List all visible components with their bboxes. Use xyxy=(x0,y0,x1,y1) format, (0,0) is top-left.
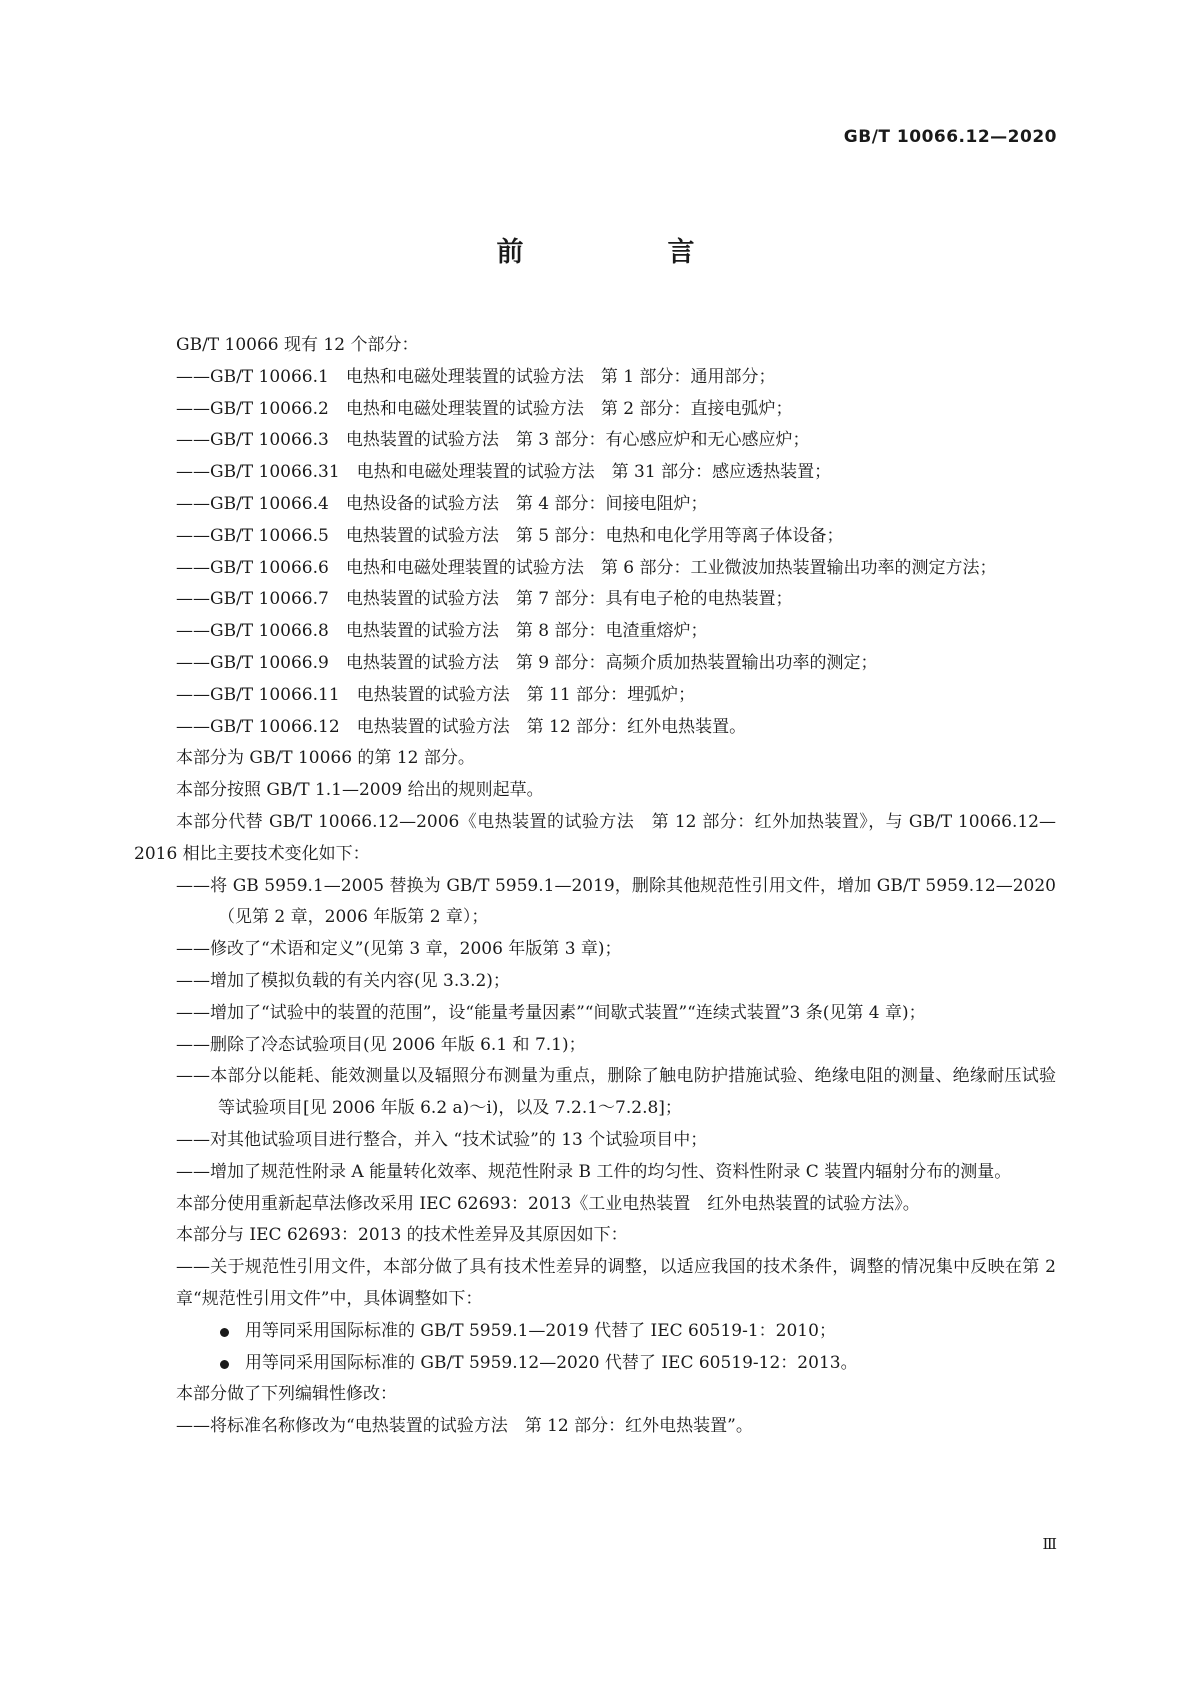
change-list-item: —— 增加了规范性附录 A 能量转化效率、规范性附录 B 工件的均匀性、资料性附录 C 装置内辐射分布的测量。 xyxy=(134,1157,1056,1189)
part-list-item: —— GB/T 10066.11 电热装置的试验方法 第 11 部分：埋弧炉； xyxy=(134,680,1056,712)
editorial-statement: 本部分做了下列编辑性修改： xyxy=(176,1384,397,1405)
part-list-item: —— GB/T 10066.9 电热装置的试验方法 第 9 部分：高频介质加热装置输出功率的测定； xyxy=(134,648,1056,680)
technical-differences-statement: 本部分与 IEC 62693：2013 的技术性差异及其原因如下： xyxy=(176,1225,628,1246)
difference-list-item: —— 关于规范性引用文件，本部分做了具有技术性差异的调整，以适应我国的技术条件，调整的情况集中反映在第 2 章“规范性引用文件”中，具体调整如下： xyxy=(134,1252,1056,1316)
editorial-list-item: —— 将标准名称修改为“电热装置的试验方法 第 12 部分：红外电热装置”。 xyxy=(134,1411,1056,1443)
page-number: Ⅲ xyxy=(1042,1535,1057,1553)
change-list-item: —— 本部分以能耗、能效测量以及辐照分布测量为重点，删除了触电防护措施试验、绝缘电阻的测量、绝缘耐压试验等试验项目[见 2006 年版 6.2 a)～i)，以及 7.2.1～7.2.8]； xyxy=(134,1061,1056,1125)
intro-paragraph: GB/T 10066 现有 12 个部分： xyxy=(176,335,419,355)
change-list-item: —— 对其他试验项目进行整合，并入 “技术试验”的 13 个试验项目中； xyxy=(134,1125,1056,1157)
replacement-statement: 本部分代替 GB/T 10066.12—2006《电热装置的试验方法 第 12 部分：红外加热装置》，与 GB/T 10066.12—2016 相比主要技术变化如下： xyxy=(134,811,1056,864)
part-list-item: —— GB/T 10066.7 电热装置的试验方法 第 7 部分：具有电子枪的电热装置； xyxy=(134,584,1056,616)
part-list-item: —— GB/T 10066.12 电热装置的试验方法 第 12 部分：红外电热装置。 xyxy=(134,712,1056,744)
part-list-item: —— GB/T 10066.6 电热和电磁处理装置的试验方法 第 6 部分：工业微波加热装置输出功率的测定方法； xyxy=(134,553,1056,585)
document-code: GB/T 10066.12—2020 xyxy=(843,127,1057,147)
part-list-item: —— GB/T 10066.3 电热装置的试验方法 第 3 部分：有心感应炉和无心感应炉； xyxy=(134,425,1056,457)
bullet-item: 用等同采用国际标准的 GB/T 5959.1—2019 代替了 IEC 60519-1：2010； xyxy=(134,1316,1056,1348)
part-statement: 本部分为 GB/T 10066 的第 12 部分。 xyxy=(176,748,475,769)
change-list-item: —— 增加了模拟负载的有关内容(见 3.3.2)； xyxy=(134,966,1056,998)
part-list-item: —— GB/T 10066.8 电热装置的试验方法 第 8 部分：电渣重熔炉； xyxy=(134,616,1056,648)
part-list-item: —— GB/T 10066.1 电热和电磁处理装置的试验方法 第 1 部分：通用部分； xyxy=(134,362,1056,394)
part-list-item: —— GB/T 10066.5 电热装置的试验方法 第 5 部分：电热和电化学用等离子体设备； xyxy=(134,521,1056,553)
part-list-item: —— GB/T 10066.31 电热和电磁处理装置的试验方法 第 31 部分：感应透热装置； xyxy=(134,457,1056,489)
change-list-item: —— 删除了冷态试验项目(见 2006 年版 6.1 和 7.1)； xyxy=(134,1030,1056,1062)
part-list-item: —— GB/T 10066.4 电热设备的试验方法 第 4 部分：间接电阻炉； xyxy=(134,489,1056,521)
bullet-item: 用等同采用国际标准的 GB/T 5959.12—2020 代替了 IEC 60519-12：2013。 xyxy=(134,1348,1056,1380)
change-list-item: —— 修改了“术语和定义”(见第 3 章，2006 年版第 3 章)； xyxy=(134,934,1056,966)
part-list-item: —— GB/T 10066.2 电热和电磁处理装置的试验方法 第 2 部分：直接电弧炉； xyxy=(134,394,1056,426)
foreword-body xyxy=(134,330,1056,1443)
page-title: 前 言 xyxy=(496,237,725,268)
change-list-item: —— 增加了“试验中的装置的范围”，设“能量考量因素”“间歇式装置”“连续式装置”3 条(见第 4 章)； xyxy=(134,998,1056,1030)
change-list-item: —— 将 GB 5959.1—2005 替换为 GB/T 5959.1—2019，删除其他规范性引用文件，增加 GB/T 5959.12—2020（见第 2 章，2006 年版第 2 章）； xyxy=(134,871,1056,935)
drafting-rules-statement: 本部分按照 GB/T 1.1—2009 给出的规则起草。 xyxy=(176,780,544,801)
iec-adoption-statement: 本部分使用重新起草法修改采用 IEC 62693：2013《工业电热装置 红外电热装置的试验方法》。 xyxy=(176,1193,920,1214)
